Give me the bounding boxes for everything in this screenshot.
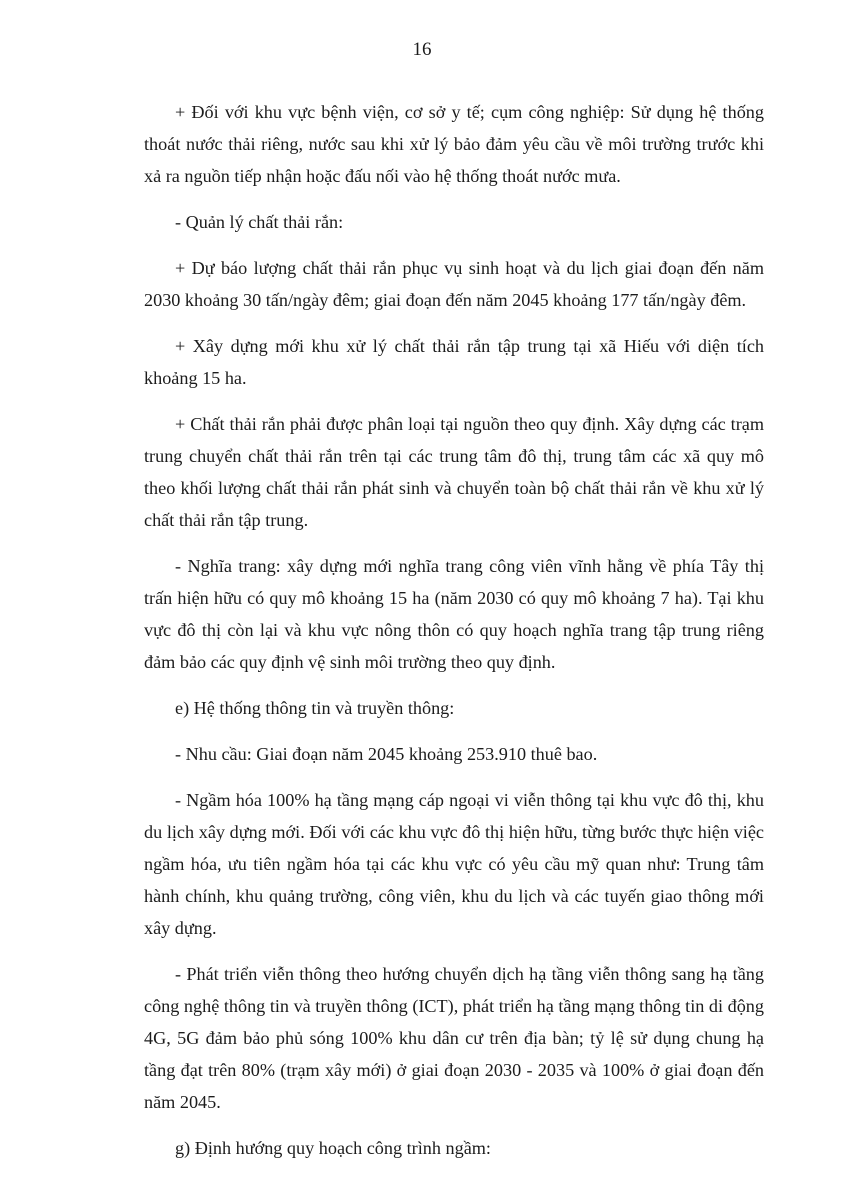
paragraph-solid-waste-facility: + Xây dựng mới khu xử lý chất thải rắn tập trung tại xã Hiếu với diện tích khoảng 15 ha. xyxy=(144,336,764,388)
paragraph-telecom-heading: e) Hệ thống thông tin và truyền thông: xyxy=(175,698,455,718)
paragraph-hospital-wastewater: + Đối với khu vực bệnh viện, cơ sở y tế; cụm công nghiệp: Sử dụng hệ thống thoát nước thải riêng, nước sau khi xử lý bảo đảm yêu cầu về môi trường trước khi xả ra nguồn tiếp nhận hoặc đấu nối vào hệ thống thoát nước mưa. xyxy=(144,102,764,186)
paragraph-underground-cabling: - Ngầm hóa 100% hạ tầng mạng cáp ngoại vi viễn thông tại khu vực đô thị, khu du lịch xây dựng mới. Đối với các khu vực đô thị hiện hữu, từng bước thực hiện việc ngầm hóa, ưu tiên ngầm hóa tại các khu vực có yêu cầu mỹ quan như: Trung tâm hành chính, khu quảng trường, công viên, khu du lịch và các tuyến giao thông mới xây dựng. xyxy=(144,790,764,938)
paragraph-cemetery: - Nghĩa trang: xây dựng mới nghĩa trang công viên vĩnh hằng về phía Tây thị trấn hiện hữu có quy mô khoảng 15 ha (năm 2030 có quy mô khoảng 7 ha). Tại khu vực đô thị còn lại và khu vực nông thôn có quy hoạch nghĩa trang tập trung riêng đảm bảo các quy định vệ sinh môi trường theo quy định. xyxy=(144,556,764,672)
paragraph-underground-works-heading: g) Định hướng quy hoạch công trình ngầm: xyxy=(175,1138,491,1158)
paragraph-solid-waste-heading: - Quản lý chất thải rắn: xyxy=(175,212,344,232)
paragraph-solid-waste-forecast: + Dự báo lượng chất thải rắn phục vụ sinh hoạt và du lịch giai đoạn đến năm 2030 khoảng 30 tấn/ngày đêm; giai đoạn đến năm 2045 khoảng 177 tấn/ngày đêm. xyxy=(144,258,764,310)
paragraph-waste-sorting: + Chất thải rắn phải được phân loại tại nguồn theo quy định. Xây dựng các trạm trung chuyển chất thải rắn trên tại các trung tâm đô thị, trung tâm các xã quy mô theo khối lượng chất thải rắn phát sinh và chuyển toàn bộ chất thải rắn về khu xử lý chất thải rắn tập trung. xyxy=(144,414,764,530)
document-body xyxy=(144,96,764,1178)
paragraph-telecom-development: - Phát triển viễn thông theo hướng chuyển dịch hạ tầng viễn thông sang hạ tầng công nghệ thông tin và truyền thông (ICT), phát triển hạ tầng mạng thông tin di động 4G, 5G đảm bảo phủ sóng 100% khu dân cư trên địa bàn; tỷ lệ sử dụng chung hạ tầng đạt trên 80% (trạm xây mới) ở giai đoạn 2030 - 2035 và 100% ở giai đoạn đến năm 2045. xyxy=(144,964,764,1112)
page-number: 16 xyxy=(412,39,432,60)
paragraph-telecom-demand: - Nhu cầu: Giai đoạn năm 2045 khoảng 253.910 thuê bao. xyxy=(175,744,598,764)
